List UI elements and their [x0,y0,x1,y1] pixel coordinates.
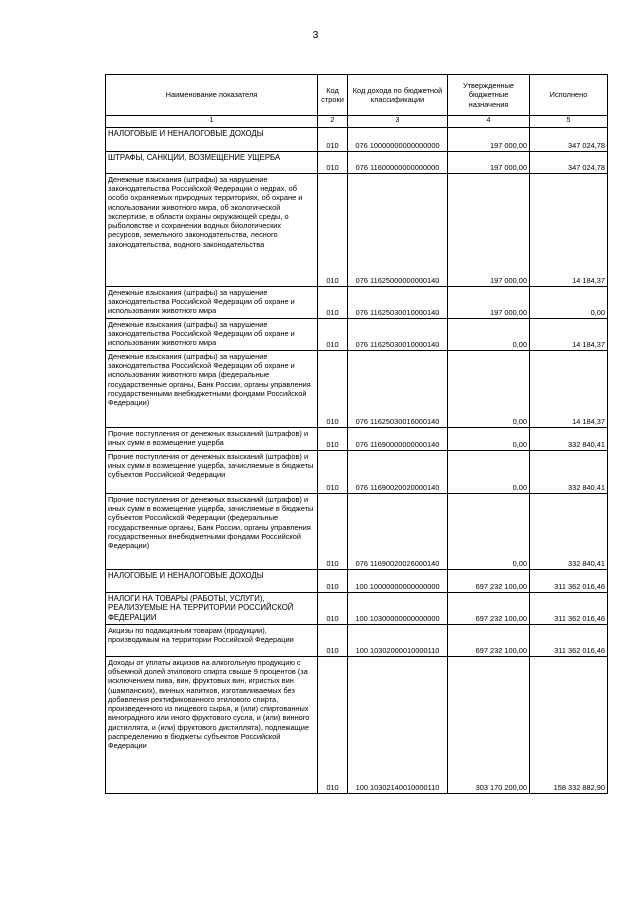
column-number: 4 [448,116,530,128]
table-row [106,318,608,350]
row-executed: 332 840,41 [530,493,608,569]
row-income-code: 076 11625030010000140 [348,318,448,350]
row-code: 010 [318,151,348,173]
row-income-code: 076 11690000000000140 [348,427,448,450]
row-name: Прочие поступления от денежных взысканий (штрафов) и иных сумм в возмещение ущерба, зачисляемые в бюджеты субъектов Российской Федерации (федеральные государственные органы, Банк России, органы управления государственных внебюджетными фондами Российской Федерации) [106,493,318,569]
row-executed: 311 362 016,46 [530,569,608,592]
row-code: 010 [318,318,348,350]
row-approved: 697 232 100,00 [448,592,530,624]
table-row [106,127,608,151]
row-executed: 14 184,37 [530,318,608,350]
row-income-code: 100 10000000000000000 [348,569,448,592]
table-row [106,592,608,624]
row-name: НАЛОГИ НА ТОВАРЫ (РАБОТЫ, УСЛУГИ), РЕАЛИЗУЕМЫЕ НА ТЕРРИТОРИИ РОССИЙСКОЙ ФЕДЕРАЦИИ [106,592,318,624]
table-row [106,151,608,173]
table-row [106,656,608,793]
table-row [106,427,608,450]
row-code: 010 [318,592,348,624]
row-approved: 0,00 [448,427,530,450]
row-approved: 197 000,00 [448,127,530,151]
column-number: 2 [318,116,348,128]
table-header-row [106,75,608,116]
table-row [106,493,608,569]
row-executed: 347 024,78 [530,127,608,151]
column-number: 3 [348,116,448,128]
row-approved: 197 000,00 [448,151,530,173]
row-approved: 0,00 [448,450,530,493]
table-row [106,173,608,286]
row-name: Денежные взыскания (штрафы) за нарушение законодательства Российской Федерации о недрах, об особо охраняемых природных территориях, об охране и использовании животного мира, об экологической экспертизе, в области охраны окружающей среды, о рыболовстве и сохранении водных биологических ресурсов, земельного законодательства, лесного законодательства, водного законодательства [106,173,318,286]
row-income-code: 076 11600000000000000 [348,151,448,173]
row-income-code: 100 10300000000000000 [348,592,448,624]
row-code: 010 [318,450,348,493]
row-code: 010 [318,656,348,793]
row-income-code: 076 11625030016000140 [348,350,448,427]
table-row [106,350,608,427]
row-name: Денежные взыскания (штрафы) за нарушение законодательства Российской Федерации об охране и использовании животного мира [106,286,318,318]
row-income-code: 076 11625030010000140 [348,286,448,318]
row-income-code: 100 10302000010000110 [348,624,448,656]
column-number: 1 [106,116,318,128]
row-name: Денежные взыскания (штрафы) за нарушение законодательства Российской Федерации об охране и использовании животного мира [106,318,318,350]
row-code: 010 [318,350,348,427]
row-income-code: 076 11690020020000140 [348,450,448,493]
row-executed: 158 332 882,90 [530,656,608,793]
row-name: Акцизы по подакцизным товарам (продукции), производимым на территории Российской Федерации [106,624,318,656]
header-income-code: Код дохода по бюджетной классификации [348,75,448,116]
row-code: 010 [318,127,348,151]
header-executed: Исполнено [530,75,608,116]
row-executed: 0,00 [530,286,608,318]
row-executed: 332 840,41 [530,427,608,450]
row-approved: 697 232 100,00 [448,624,530,656]
page-number: 3 [312,30,319,41]
row-name: Прочие поступления от денежных взысканий (штрафов) и иных сумм в возмещение ущерба [106,427,318,450]
row-executed: 347 024,78 [530,151,608,173]
row-executed: 14 184,37 [530,350,608,427]
row-executed: 311 362 016,46 [530,624,608,656]
row-executed: 332 840,41 [530,450,608,493]
row-name: НАЛОГОВЫЕ И НЕНАЛОГОВЫЕ ДОХОДЫ [106,569,318,592]
row-income-code: 076 11625000000000140 [348,173,448,286]
row-name: Доходы от уплаты акцизов на алкогольную продукцию с объемной долей этилового спирта свыше 9 процентов (за исключением пива, вин, фруктовых вин, игристых вин (шампанских), винных напитков, изготавливаемых без добавления ректификованного этилового спирта, произведенного из пищевого сырья, и (или) спиртованных виноградного или иного фруктового сусла, и (или) винного дистиллята, и (или) фруктового дистиллята), подлежащие распределению в бюджеты субъектов Российской Федерации [106,656,318,793]
row-code: 010 [318,286,348,318]
row-code: 010 [318,427,348,450]
row-code: 010 [318,569,348,592]
row-approved: 197 000,00 [448,173,530,286]
table-row [106,624,608,656]
row-approved: 0,00 [448,493,530,569]
row-approved: 303 170 200,00 [448,656,530,793]
column-number: 5 [530,116,608,128]
row-code: 010 [318,173,348,286]
row-approved: 0,00 [448,350,530,427]
row-name: ШТРАФЫ, САНКЦИИ, ВОЗМЕЩЕНИЕ УЩЕРБА [106,151,318,173]
budget-execution-table [105,74,608,794]
header-approved: Утвержденные бюджетные назначения [448,75,530,116]
row-name: Денежные взыскания (штрафы) за нарушение законодательства Российской Федерации об охране и использовании животного мира (федеральные государственные органы, Банк России, органы управления государственными внебюджетными фондами Российской Федерации) [106,350,318,427]
row-name: Прочие поступления от денежных взысканий (штрафов) и иных сумм в возмещение ущерба, зачисляемые в бюджеты субъектов Российской Федерации [106,450,318,493]
column-number-row [106,116,608,128]
row-name: НАЛОГОВЫЕ И НЕНАЛОГОВЫЕ ДОХОДЫ [106,127,318,151]
row-approved: 697 232 100,00 [448,569,530,592]
header-row-code: Код строки [318,75,348,116]
table-row [106,450,608,493]
header-indicator-name: Наименование показателя [106,75,318,116]
table-row [106,569,608,592]
row-income-code: 100 10302140010000110 [348,656,448,793]
table-row [106,286,608,318]
row-executed: 14 184,37 [530,173,608,286]
row-approved: 0,00 [448,318,530,350]
row-income-code: 076 10000000000000000 [348,127,448,151]
row-income-code: 076 11690020026000140 [348,493,448,569]
row-code: 010 [318,493,348,569]
row-code: 010 [318,624,348,656]
row-executed: 311 362 016,46 [530,592,608,624]
row-approved: 197 000,00 [448,286,530,318]
